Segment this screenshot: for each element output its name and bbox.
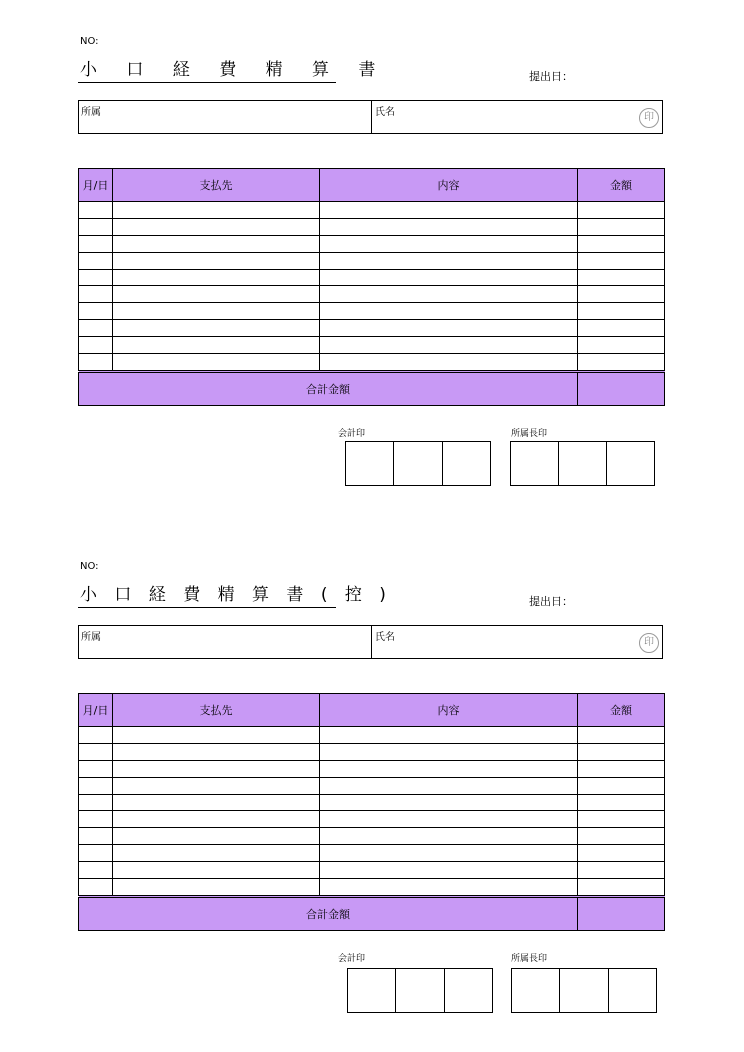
accounting-stamp-boxes	[345, 441, 491, 486]
amount-cell[interactable]	[578, 862, 665, 879]
date-cell[interactable]	[79, 845, 113, 862]
submission-date-label: 提出日：	[529, 595, 573, 608]
description-cell[interactable]	[320, 777, 578, 794]
table-row	[79, 252, 665, 269]
amount-cell[interactable]	[578, 235, 665, 252]
date-cell[interactable]	[79, 743, 113, 760]
applicant-info-box	[78, 100, 663, 134]
amount-cell[interactable]	[578, 879, 665, 897]
entry-rows	[79, 202, 665, 372]
title-underline	[78, 607, 336, 608]
accounting-stamp-label: 会計印	[338, 954, 366, 964]
payee-cell[interactable]	[113, 777, 320, 794]
table-header-row	[79, 694, 665, 727]
date-cell[interactable]	[79, 794, 113, 811]
amount-cell[interactable]	[578, 202, 665, 219]
amount-cell[interactable]	[578, 845, 665, 862]
department-label: 所属	[81, 632, 101, 643]
total-row	[79, 896, 665, 930]
table-row	[79, 354, 665, 372]
amount-cell[interactable]	[578, 828, 665, 845]
amount-cell[interactable]	[578, 811, 665, 828]
table-row	[79, 286, 665, 303]
header-description: 内容	[320, 169, 578, 202]
payee-cell[interactable]	[113, 794, 320, 811]
table-row	[79, 828, 665, 845]
date-cell[interactable]	[79, 218, 113, 235]
expense-table	[78, 693, 665, 931]
payee-cell[interactable]	[113, 727, 320, 744]
description-cell[interactable]	[320, 811, 578, 828]
table-row	[79, 879, 665, 897]
table-row	[79, 269, 665, 286]
number-label: NO:	[80, 36, 99, 47]
payee-cell[interactable]	[113, 320, 320, 337]
expense-table	[78, 168, 665, 406]
department-label: 所属	[81, 107, 101, 118]
table-row	[79, 337, 665, 354]
payee-cell[interactable]	[113, 269, 320, 286]
table-row	[79, 303, 665, 320]
manager-stamp-label: 所属長印	[511, 954, 548, 964]
table-header-row	[79, 169, 665, 202]
description-cell[interactable]	[320, 218, 578, 235]
payee-cell[interactable]	[113, 354, 320, 372]
amount-cell[interactable]	[578, 777, 665, 794]
description-cell[interactable]	[320, 743, 578, 760]
date-cell[interactable]	[79, 727, 113, 744]
submission-date-label: 提出日：	[529, 70, 573, 83]
date-cell[interactable]	[79, 320, 113, 337]
header-amount: 金額	[578, 694, 665, 727]
description-cell[interactable]	[320, 354, 578, 372]
description-cell[interactable]	[320, 235, 578, 252]
amount-cell[interactable]	[578, 303, 665, 320]
payee-cell[interactable]	[113, 202, 320, 219]
date-cell[interactable]	[79, 202, 113, 219]
table-row	[79, 320, 665, 337]
description-cell[interactable]	[320, 845, 578, 862]
total-row	[79, 371, 665, 405]
date-cell[interactable]	[79, 828, 113, 845]
header-date: 月/日	[79, 694, 113, 727]
date-cell[interactable]	[79, 777, 113, 794]
description-cell[interactable]	[320, 862, 578, 879]
amount-cell[interactable]	[578, 320, 665, 337]
manager-stamp-label: 所属長印	[511, 429, 548, 439]
seal-icon: 印	[639, 108, 659, 128]
table-row	[79, 727, 665, 744]
payee-cell[interactable]	[113, 286, 320, 303]
amount-cell[interactable]	[578, 286, 665, 303]
table-row	[79, 218, 665, 235]
description-cell[interactable]	[320, 252, 578, 269]
payee-cell[interactable]	[113, 760, 320, 777]
description-cell[interactable]	[320, 337, 578, 354]
number-label: NO:	[80, 561, 99, 572]
amount-cell[interactable]	[578, 269, 665, 286]
date-cell[interactable]	[79, 269, 113, 286]
date-cell[interactable]	[79, 286, 113, 303]
amount-cell[interactable]	[578, 760, 665, 777]
payee-cell[interactable]	[113, 218, 320, 235]
payee-cell[interactable]	[113, 879, 320, 897]
title-underline	[78, 82, 336, 83]
info-divider	[371, 101, 372, 133]
applicant-info-box	[78, 625, 663, 659]
form-title: 小 口 経 費 精 算 書 ( 控 )	[80, 585, 392, 605]
amount-cell[interactable]	[578, 218, 665, 235]
date-cell[interactable]	[79, 354, 113, 372]
date-cell[interactable]	[79, 337, 113, 354]
amount-cell[interactable]	[578, 743, 665, 760]
table-row	[79, 743, 665, 760]
date-cell[interactable]	[79, 760, 113, 777]
table-row	[79, 811, 665, 828]
description-cell[interactable]	[320, 320, 578, 337]
description-cell[interactable]	[320, 727, 578, 744]
table-row	[79, 862, 665, 879]
payee-cell[interactable]	[113, 337, 320, 354]
payee-cell[interactable]	[113, 811, 320, 828]
seal-icon: 印	[639, 633, 659, 653]
form-title: 小 口 経 費 精 算 書	[80, 60, 388, 80]
header-amount: 金額	[578, 169, 665, 202]
description-cell[interactable]	[320, 202, 578, 219]
payee-cell[interactable]	[113, 235, 320, 252]
amount-cell[interactable]	[578, 354, 665, 372]
payee-cell[interactable]	[113, 303, 320, 320]
manager-stamp-boxes	[510, 441, 655, 486]
description-cell[interactable]	[320, 828, 578, 845]
payee-cell[interactable]	[113, 862, 320, 879]
table-row	[79, 202, 665, 219]
expense-form-copy	[0, 525, 744, 1051]
description-cell[interactable]	[320, 794, 578, 811]
table-row	[79, 794, 665, 811]
entry-rows	[79, 727, 665, 897]
header-description: 内容	[320, 694, 578, 727]
info-divider	[371, 626, 372, 658]
date-cell[interactable]	[79, 879, 113, 897]
table-row	[79, 235, 665, 252]
date-cell[interactable]	[79, 252, 113, 269]
date-cell[interactable]	[79, 235, 113, 252]
payee-cell[interactable]	[113, 252, 320, 269]
description-cell[interactable]	[320, 879, 578, 897]
total-amount-cell[interactable]	[578, 371, 665, 405]
date-cell[interactable]	[79, 862, 113, 879]
manager-stamp-boxes	[511, 968, 657, 1013]
total-label: 合計金額	[79, 371, 578, 405]
amount-cell[interactable]	[578, 727, 665, 744]
payee-cell[interactable]	[113, 743, 320, 760]
amount-cell[interactable]	[578, 252, 665, 269]
payee-cell[interactable]	[113, 845, 320, 862]
table-row	[79, 760, 665, 777]
header-payee: 支払先	[113, 169, 320, 202]
amount-cell[interactable]	[578, 337, 665, 354]
name-label: 氏名	[375, 632, 395, 643]
table-row	[79, 845, 665, 862]
header-date: 月/日	[79, 169, 113, 202]
amount-cell[interactable]	[578, 794, 665, 811]
description-cell[interactable]	[320, 303, 578, 320]
header-payee: 支払先	[113, 694, 320, 727]
total-amount-cell[interactable]	[578, 896, 665, 930]
total-label: 合計金額	[79, 896, 578, 930]
date-cell[interactable]	[79, 811, 113, 828]
payee-cell[interactable]	[113, 828, 320, 845]
description-cell[interactable]	[320, 269, 578, 286]
accounting-stamp-label: 会計印	[338, 429, 366, 439]
description-cell[interactable]	[320, 286, 578, 303]
accounting-stamp-boxes	[347, 968, 493, 1013]
table-row	[79, 777, 665, 794]
name-label: 氏名	[375, 107, 395, 118]
description-cell[interactable]	[320, 760, 578, 777]
date-cell[interactable]	[79, 303, 113, 320]
